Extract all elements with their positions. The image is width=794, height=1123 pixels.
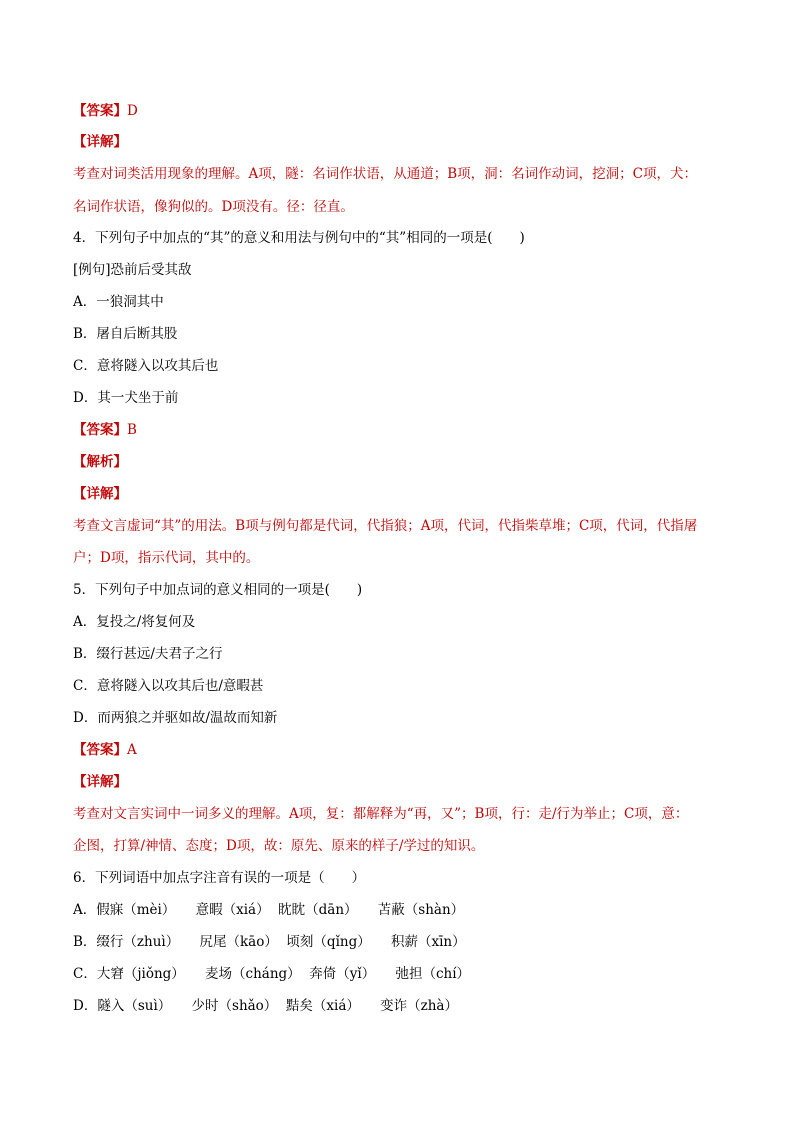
explanation-text: 户；D项，指示代词，其中的。 <box>73 550 260 566</box>
line-ans5 <box>73 741 137 759</box>
line-q4 <box>73 229 525 247</box>
section-heading: 【详解】 <box>73 134 127 150</box>
question-text: C．意将隧入以攻其后也 <box>73 358 219 374</box>
answer-value: A <box>127 742 137 758</box>
answer-label: 【答案】 <box>73 742 127 758</box>
line-exp5a <box>73 805 688 823</box>
question-text: D．其一犬坐于前 <box>73 390 179 406</box>
question-text: B．缀行甚远/夫君子之行 <box>73 646 223 662</box>
line-q5a <box>73 613 195 631</box>
explanation-text: 考查文言虚词“其”的用法。B项与例句都是代词，代指狼；A项，代词，代指柴草堆；C项，代词，代指屠 <box>73 518 698 534</box>
line-q4b <box>73 325 177 343</box>
line-exp3a <box>73 165 697 183</box>
section-heading: 【详解】 <box>73 774 127 790</box>
question-text: A．假寐（mèi） 意暇（xiá） 眈眈（dān） 苫蔽（shàn） <box>73 902 465 918</box>
line-exp4b <box>73 549 259 567</box>
line-q4ex <box>73 261 192 279</box>
question-text: C．意将隧入以攻其后也/意暇甚 <box>73 678 264 694</box>
question-text: B．屠自后断其股 <box>73 326 178 342</box>
answer-label: 【答案】 <box>73 103 127 119</box>
line-q6d <box>73 997 458 1015</box>
line-q5b <box>73 645 222 663</box>
question-text: D．隧入（suì） 少时（shǎo） 黠矣（xiá） 变诈（zhà） <box>73 998 458 1014</box>
line-det5 <box>73 773 127 791</box>
line-q6 <box>73 869 365 887</box>
line-det4 <box>73 485 127 503</box>
question-text: C．大窘（jiǒng） 麦场（cháng） 奔倚（yǐ） 弛担（chí） <box>73 966 471 982</box>
question-text: A．一狼洞其中 <box>73 294 164 310</box>
explanation-text: 企图，打算/神情、态度；D项，故：原先、原来的样子/学过的知识。 <box>73 838 485 854</box>
line-q6a <box>73 901 464 919</box>
line-q4c <box>73 357 218 375</box>
line-q4d <box>73 389 178 407</box>
line-q5 <box>73 581 362 599</box>
line-exp4a <box>73 517 697 535</box>
explanation-text: 考查对文言实词中一词多义的理解。A项，复：都解释为“再，又”；B项，行：走/行为举止；C项，意： <box>73 806 689 822</box>
line-exp5b <box>73 837 484 855</box>
line-q4a <box>73 293 164 311</box>
question-text: B．缀行（zhuì） 尻尾（kāo） 顷刻（qǐng） 积薪（xīn） <box>73 934 466 950</box>
explanation-text: 考查对词类活用现象的理解。A项，隧：名词作状语，从通道；B项，洞：名词作动词，挖洞；C项，犬： <box>73 166 697 182</box>
answer-value: B <box>127 422 137 438</box>
line-q6c <box>73 965 470 983</box>
answer-label: 【答案】 <box>73 422 127 438</box>
line-ans4 <box>73 421 137 439</box>
line-ans3 <box>73 102 138 120</box>
question-text: 5．下列句子中加点词的意义相同的一项是( ) <box>73 582 363 598</box>
question-text: [例句]恐前后受其敌 <box>73 262 192 278</box>
line-q5c <box>73 677 263 695</box>
line-exp3b <box>73 198 354 216</box>
question-text: A．复投之/将复何及 <box>73 614 196 630</box>
answer-value: D <box>127 103 138 119</box>
section-heading: 【详解】 <box>73 486 127 502</box>
explanation-text: 名词作状语，像狗似的。D项没有。径：径直。 <box>73 199 354 215</box>
line-ana4 <box>73 453 127 471</box>
line-q5d <box>73 709 277 727</box>
line-det3 <box>73 133 127 151</box>
question-text: 6．下列词语中加点字注音有误的一项是（ ） <box>73 870 366 886</box>
line-q6b <box>73 933 466 951</box>
question-text: 4．下列句子中加点的“其”的意义和用法与例句中的“其”相同的一项是( ) <box>73 230 525 246</box>
question-text: D．而两狼之并驱如故/温故而知新 <box>73 710 278 726</box>
section-heading: 【解析】 <box>73 454 127 470</box>
